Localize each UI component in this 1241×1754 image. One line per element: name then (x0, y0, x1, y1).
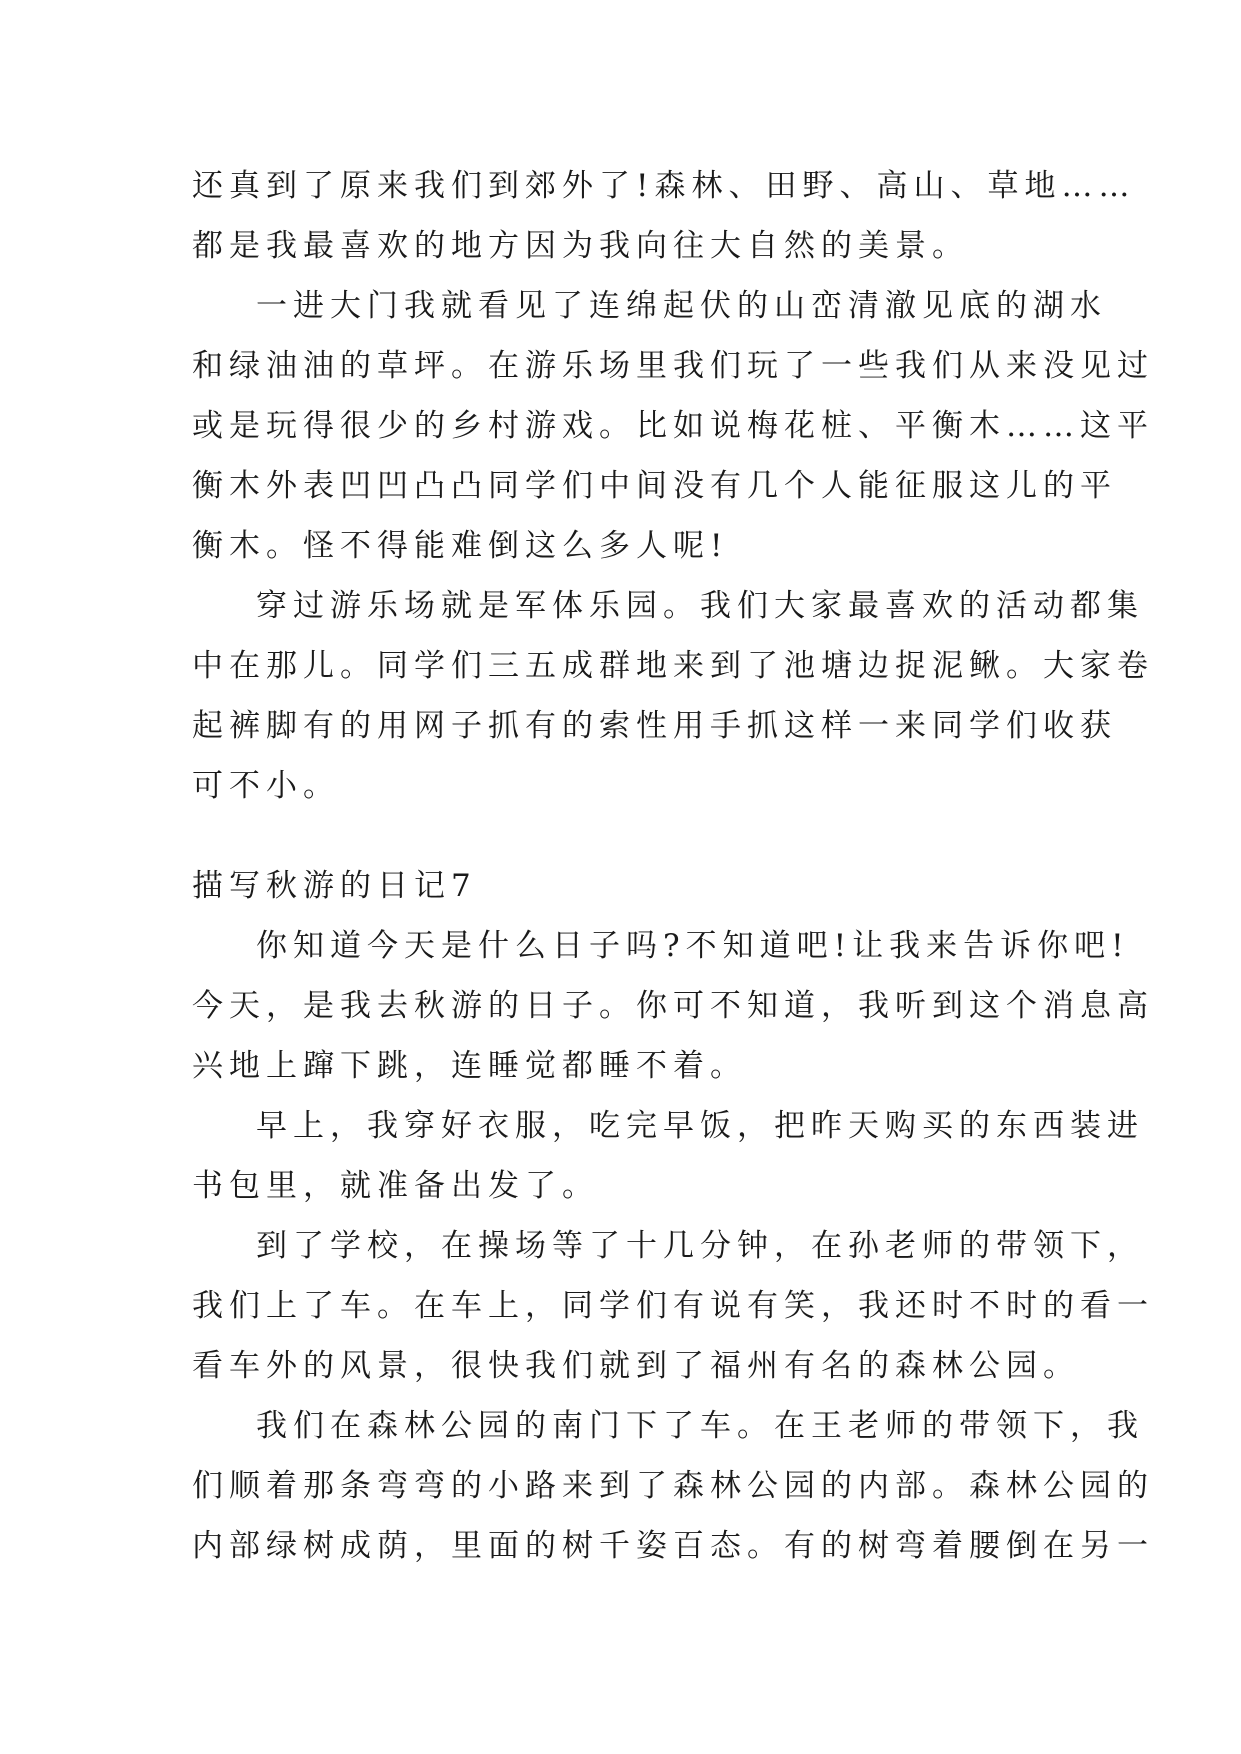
paragraph-start-line: 我们在森林公园的南门下了车。在王老师的带领下，我 (256, 1408, 1144, 1444)
text-line: 中在那儿。同学们三五成群地来到了池塘边捉泥鳅。大家卷 (192, 648, 1154, 684)
paragraph-start-line: 一进大门我就看见了连绵起伏的山峦清澈见底的湖水 (256, 288, 1107, 324)
section-title: 描写秋游的日记7 (192, 868, 477, 904)
text-line: 和绿油油的草坪。在游乐场里我们玩了一些我们从来没见过 (192, 348, 1154, 384)
text-line: 书包里，就准备出发了。 (192, 1168, 599, 1204)
text-line: 还真到了原来我们到郊外了!森林、田野、高山、草地…… (192, 168, 1136, 204)
text-line: 衡木。怪不得能难倒这么多人呢! (192, 528, 729, 564)
text-line: 兴地上蹿下跳，连睡觉都睡不着。 (192, 1048, 747, 1084)
text-line: 今天，是我去秋游的日子。你可不知道，我听到这个消息高 (192, 988, 1154, 1024)
text-line: 或是玩得很少的乡村游戏。比如说梅花桩、平衡木……这平 (192, 408, 1154, 444)
text-line: 都是我最喜欢的地方因为我向往大自然的美景。 (192, 228, 969, 264)
text-line: 看车外的风景，很快我们就到了福州有名的森林公园。 (192, 1348, 1080, 1384)
paragraph-start-line: 到了学校，在操场等了十几分钟，在孙老师的带领下， (256, 1228, 1144, 1264)
text-line: 起裤脚有的用网子抓有的索性用手抓这样一来同学们收获 (192, 708, 1117, 744)
paragraph-start-line: 穿过游乐场就是军体乐园。我们大家最喜欢的活动都集 (256, 588, 1144, 624)
text-line: 我们上了车。在车上，同学们有说有笑，我还时不时的看一 (192, 1288, 1154, 1324)
text-line: 们顺着那条弯弯的小路来到了森林公园的内部。森林公园的 (192, 1468, 1154, 1504)
paragraph-start-line: 你知道今天是什么日子吗?不知道吧!让我来告诉你吧! (256, 928, 1130, 964)
paragraph-start-line: 早上，我穿好衣服，吃完早饭，把昨天购买的东西装进 (256, 1108, 1144, 1144)
text-line: 内部绿树成荫，里面的树千姿百态。有的树弯着腰倒在另一 (192, 1528, 1154, 1564)
text-line: 可不小。 (192, 768, 340, 804)
text-line: 衡木外表凹凹凸凸同学们中间没有几个人能征服这儿的平 (192, 468, 1117, 504)
